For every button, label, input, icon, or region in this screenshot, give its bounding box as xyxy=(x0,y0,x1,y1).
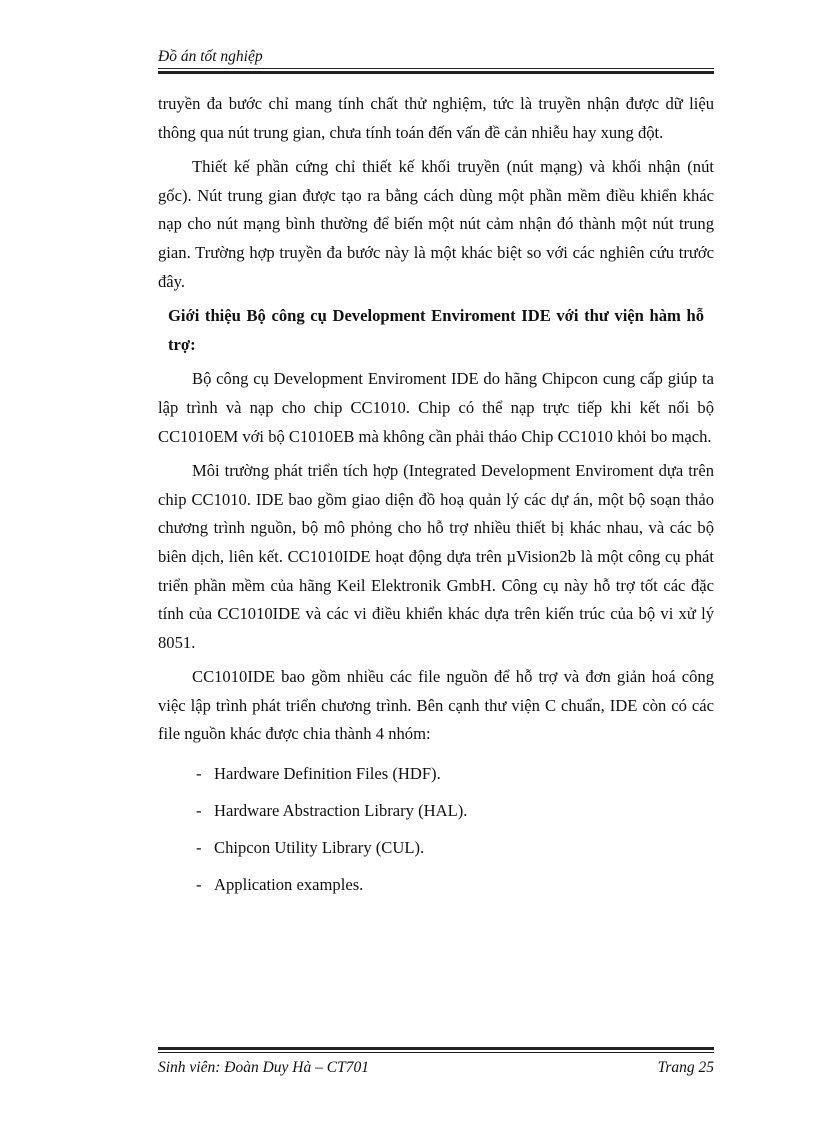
list-item xyxy=(158,755,714,792)
header-title: Đồ án tốt nghiệp xyxy=(158,48,263,65)
list-item-text: Application examples. xyxy=(214,875,364,895)
list-dash: - xyxy=(196,875,202,895)
paragraph-3: Bộ công cụ Development Enviroment IDE do hãng Chipcon cung cấp giúp ta lập trình và nạp cho chip CC1010. Chip có thể nạp trực tiếp khi kết nối bộ CC1010EM với bộ C1010EB mà không cần phải tháo Chip CC1010 khỏi bo mạch. xyxy=(158,369,714,446)
section-heading: Giới thiệu Bộ công cụ Development Enviroment IDE với thư viện hàm hỗ trợ: xyxy=(168,306,704,354)
paragraph-2: Thiết kế phần cứng chỉ thiết kế khối truyền (nút mạng) và khối nhận (nút gốc). Nút trung gian được tạo ra bằng cách dùng một phần mềm điều khiển khác nạp cho nút mạng bình thường để biến một nút cảm nhận đó thành một nút trung gian. Trường hợp truyền đa bước này là một khác biệt so với các nghiên cứu trước đây. xyxy=(158,157,714,291)
paragraph-1: truyền đa bước chỉ mang tính chất thử nghiệm, tức là truyền nhận được dữ liệu thông qua nút trung gian, chưa tính toán đến vấn đề cản nhiễu hay xung đột. xyxy=(158,94,714,142)
footer-rule-thin xyxy=(158,1052,714,1053)
list-item xyxy=(158,829,714,866)
footer-student: Sinh viên: Đoàn Duy Hà – CT701 xyxy=(158,1059,369,1076)
footer-page-number: Trang 25 xyxy=(657,1059,714,1076)
footer-row xyxy=(158,1059,714,1077)
list-item xyxy=(158,792,714,829)
file-group-list xyxy=(158,755,714,903)
page-header xyxy=(158,48,714,74)
list-dash: - xyxy=(196,838,202,858)
list-dash: - xyxy=(196,801,202,821)
list-item xyxy=(158,866,714,903)
list-dash: - xyxy=(196,764,202,784)
header-rule-thin xyxy=(158,68,714,69)
list-item-text: Hardware Definition Files (HDF). xyxy=(214,764,441,784)
paragraph-5: CC1010IDE bao gồm nhiều các file nguồn để hỗ trợ và đơn giản hoá công việc lập trình phát triển chương trình. Bên cạnh thư viện C chuẩn, IDE còn có các file nguồn khác được chia thành 4 nhóm: xyxy=(158,667,714,744)
page-body xyxy=(158,90,714,903)
list-item-text: Hardware Abstraction Library (HAL). xyxy=(214,801,468,821)
list-item-text: Chipcon Utility Library (CUL). xyxy=(214,838,425,858)
paragraph-4: Môi trường phát triển tích hợp (Integrated Development Enviroment dựa trên chip CC1010. IDE bao gồm giao diện đồ hoạ quản lý các dự án, một bộ soạn thảo chương trình nguồn, bộ mô phỏng cho hỗ trợ nhiều thiết bị khác nhau, và các bộ biên dịch, liên kết. CC1010IDE hoạt động dựa trên µVision2b là một công cụ phát triển phần mềm của hãng Keil Elektronik GmbH. Công cụ này hỗ trợ tốt các đặc tính của CC1010IDE và các vi điều khiển khác dựa trên kiến trúc của bộ vi xử lý 8051. xyxy=(158,461,714,652)
page-footer xyxy=(158,1047,714,1077)
header-rule-thick xyxy=(158,71,714,74)
footer-rule-thick xyxy=(158,1047,714,1050)
